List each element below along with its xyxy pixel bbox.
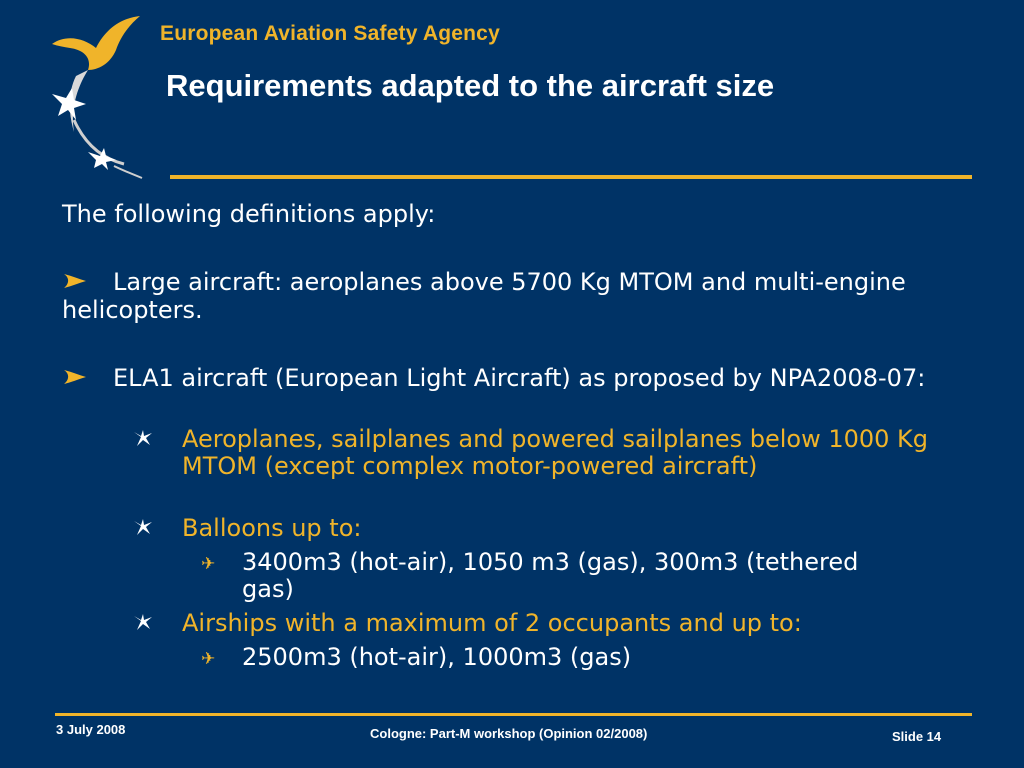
star-bullet-icon	[134, 430, 152, 448]
slide-title: Requirements adapted to the aircraft size	[166, 68, 775, 103]
intro-text: The following definitions apply:	[62, 200, 436, 228]
bullet-large-aircraft	[62, 268, 942, 324]
bullet-ela1-aircraft	[62, 364, 942, 392]
agency-name: European Aviation Safety Agency	[160, 22, 500, 45]
easa-logo-icon	[44, 12, 144, 182]
airplane-bullet-icon: ✈	[201, 649, 216, 669]
sub-bullet-balloons	[182, 515, 962, 542]
star-bullet-icon	[134, 614, 152, 632]
sub-bullet-text: Aeroplanes, sailplanes and powered sailplanes below 1000 Kg MTOM (except complex motor-powered aircraft)	[182, 425, 929, 480]
footer-divider	[55, 713, 972, 716]
sub-bullet-text: Balloons up to:	[182, 514, 362, 542]
bullet-text: ELA1 aircraft (European Light Aircraft) as proposed by NPA2008-07:	[113, 364, 926, 392]
arrow-bullet-icon	[64, 274, 86, 288]
footer-date: 3 July 2008	[56, 722, 126, 737]
sub-bullet-airships	[182, 610, 962, 637]
sub-bullet-aeroplanes	[182, 426, 962, 480]
slide-number: Slide 14	[892, 729, 942, 744]
airplane-bullet-icon: ✈	[201, 554, 216, 574]
star-bullet-icon	[134, 519, 152, 537]
footer-event: Cologne: Part-M workshop (Opinion 02/2008)	[370, 726, 648, 741]
sub-sub-bullet-text: 2500m3 (hot-air), 1000m3 (gas)	[242, 643, 632, 671]
sub-bullet-text: Airships with a maximum of 2 occupants and up to:	[182, 609, 802, 637]
sub-sub-bullet-balloon-volumes	[201, 548, 882, 603]
sub-sub-bullet-text: 3400m3 (hot-air), 1050 m3 (gas), 300m3 (tethered gas)	[242, 548, 859, 603]
arrow-bullet-icon	[64, 370, 86, 384]
bullet-text: Large aircraft: aeroplanes above 5700 Kg MTOM and multi-engine helicopters.	[62, 268, 906, 324]
header-divider	[170, 175, 972, 179]
sub-sub-bullet-airship-volumes	[201, 643, 882, 671]
